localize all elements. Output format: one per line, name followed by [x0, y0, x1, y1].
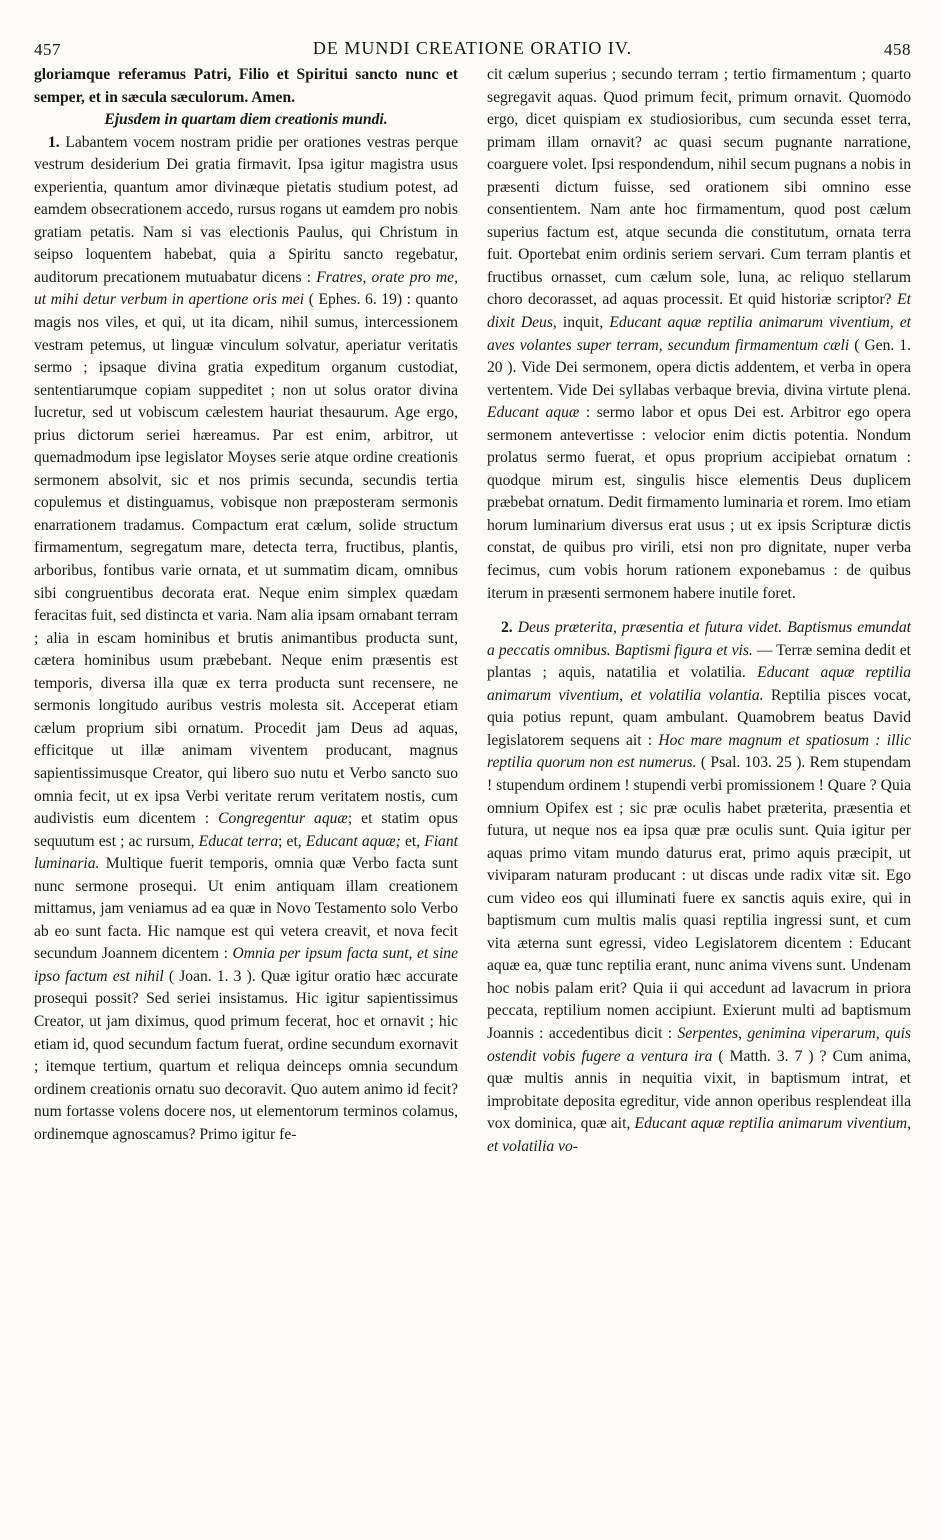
text-span: ; et statim opus sequutum est ; ac rursum, [34, 810, 459, 850]
scripture-quote: Educant aquæ reptilia animarum viventium, et volatilia vo- [487, 1115, 911, 1155]
left-column [34, 64, 458, 1158]
scripture-ref: ( Matth. 3. 7 ) ? [718, 1047, 827, 1065]
scripture-quote: Educant aquæ [487, 404, 580, 422]
text-span: Labantem vocem nostram pridie per orationes vestras perque vestrum desiderium Dei gratia firmavit. Ipsa igitur magistra usus experientia, quantum amor divinæque pietatis studium potest, ad eamdem obsecrationem accedo, rursus rogans ut eamdem pro nobis gratiam petatis. Nam si vas electionis Paulus, qui Christum in seipso loquentem habebat, quia a Spiritu sancto regebatur, auditorum precationem mutuabatur dicens : [34, 133, 458, 286]
text-span: Quæ igitur oratio hæc accurate prosequi possit? Sed seriei insistamus. Hic igitur sapientissimus Creator, ut jam diximus, quod primum fecerat, hoc et ornavit ; hic etiam id, quod secundum factum fuerat, ordine secundum exornavit ; itemque tertium, quartum et reliqua deinceps omnia secundum ordinem creationis ornatu suo decoravit. Quo autem animo id fecit? num fortasse volens docere nos, ut elementorum terminos colamus, ordinemque agnoscamus? Primo igitur fe- [34, 967, 458, 1143]
text-span: Multique fuerit temporis, omnia quæ Verbo facta sunt nunc sermone prosequi. Ut enim antiquam illam creationem mittamus, jam veniamus ad ea quæ in Novo Testamento solo Verbo ab eo sunt facta. Hic namque est qui vetera creavit, et nova fecit secundum Joannem dicentem : [34, 855, 458, 963]
scripture-quote: Educant aquæ reptilia animarum viventium, et volatilia volantia. [487, 664, 911, 704]
right-column [487, 64, 911, 1158]
scripture-quote: Educant aquæ reptilia animarum viventium, et aves volantes super terram, secundum firmamentum cæli [487, 314, 912, 354]
scripture-quote: Educat terra [198, 832, 279, 850]
text-columns [34, 64, 911, 1158]
text-span: ; et, [278, 832, 302, 850]
page-number-right: 458 [884, 40, 911, 59]
running-title: DE MUNDI CREATIONE ORATIO IV. [312, 38, 633, 58]
running-header [34, 38, 911, 64]
scripture-quote: Fratres, orate pro me, ut mihi detur verbum in apertione oris mei [34, 268, 458, 309]
scripture-ref: ( Ephes. 6. 19) : [308, 291, 411, 309]
text-span: quanto magis nos viles, et qui, ut ita dicam, nihil sumus, intercessionem vestram petemus, ut linguæ vinculum solvatur, aperiatur veritatis sermo ; ipsaque divina gratia expeditum organum custodiat, sententiarumque copiam suppeditet ; non ut solus orator divina lucretur, sed ut vobiscum cælestem hauriat thesaurum. Age ergo, prius dictorum seriei hæreamus. Par est enim, arbitror, ut quemadmodum ipse legislator Moyses serie atque ordine creationis sermonem absolvit, sic et nos primis secunda, secundis tertia copulemus et distinguamus, vobisque non præposteram sermonis enarrationem tradamus. Compactum erat cælum, solide structum firmamentum, segregatum mare, detecta terra, fructibus, plantis, arboribus, fontibus varie ornata, et ut summatim dicam, omnibus sibi congruentibus decorata erat. Neque enim simplex quædam feracitas fuit, sed distincta et varia. Nam alia ipsam ornabant terram ; alia in escam hominibus et brutis animantibus producta sunt, cætera hominibus usum præbebant. Neque enim præsentis est temporis, diversa illa quæ ex terra producta sunt recensere, ne sermonis longitudo auribus vestris molesta sit. Acceperat etiam cælum proprium sibi ornatum. Procedit jam Deus ad aquas, efficitque ut illæ animam viventem producant, magnus sapientissimusque Creator, qui libero suo nutu et Verbo sancto suo omnia fecit, ut ex ipsa Verbi veritate rerum veritatem nostis, cum audivistis eum dicentem : [34, 291, 458, 828]
text-span: et, [404, 832, 421, 850]
paragraph-2 [487, 617, 911, 1158]
scripture-quote: Fiant luminaria. [34, 832, 458, 873]
section-number-2: 2. [501, 619, 513, 637]
section-number-1: 1. [48, 133, 60, 151]
scripture-ref: ( Joan. 1. 3 ). [168, 967, 256, 985]
scripture-quote: Educant aquæ; [305, 832, 401, 850]
text-span: Vide Dei sermonem, opera dictis addentem, et verba in opera vertentem. Vide Dei syllabas verbaque brevia, divina virtute plena. [487, 359, 911, 399]
intro-paragraph [34, 64, 458, 109]
text-span: : sermo labor et opus Dei est. Arbitror ego opera sermonem antevertisse : velocior enim dictis potentia. Nondum prolatus sermo fuerat, et opus proprium accipiebat ornatum : quodque mirum est, singulis hisce elementis Deus duplicem præbebat ornatum. Dedit firmamento luminaria et rorem. Imo etiam horum luminarium diversus erat usus ; ut ex ipsis Scripturæ dictis constat, de quibus pro virili, etsi non pro dignitate, nuper verba fecimus, cum vobis horum rationem exponebamus : de quibus iterum in præsenti sermonem habere inutile foret. [487, 404, 911, 602]
scripture-ref: ( Psal. 103. 25 ). [700, 754, 806, 772]
page-number-left: 457 [34, 40, 61, 59]
text-span: — Terræ semina dedit et plantas ; aquis, natatilia et volatilia. [487, 641, 911, 682]
section-subtitle: Ejusdem in quartam diem creationis mundi. [104, 111, 388, 129]
scripture-quote: Et dixit Deus [487, 291, 911, 332]
text-span: Rem stupendam ! stupendum ordinem ! stupendi verbi promissionem ! Quare ? Quia omnium Opifex est ; sic præ oculis habet præterita, præsentia et futura, ut neque nos ea ipsa quæ præ oculis sunt. Quia igitur per aquas primo vitam mundo daturus erat, primo aquis præcipit, ut viviparam naturam producant : ut discas unde radix vitæ sit. Ego cum video eos qui illuminati fuere ex sanctis aquis exire, qui in baptismum cum multis malis quasi reptilia ingressi sunt, et cum vita æterna sunt egressi, video Legislatorem dicentem : Educant aquæ ea, quæ tunc reptilia erant, nunc anima vivens sunt. Undenam hoc nobis palam erit? Quia ii qui accedunt ad lavacrum in priora peccata, reptilium nomen accipiunt. Exierunt multi ad baptismum Joannis : accedentibus dicit : [487, 754, 911, 1042]
text-span: Reptilia pisces vocat, quia potius repunt, quam ambulant. Quamobrem beatus David legislatorem sequens ait : [487, 686, 911, 749]
section-summary: Deus præterita, præsentia et futura videt. Baptismus emundat a peccatis omnibus. Baptismi figura et vis. [487, 619, 912, 659]
text-span: Cum anima, quæ multis annis in nequitia vixit, in baptismum intrat, et improbitate deposita egreditur, vide annon operibus resplendeat illa vox dominica, quæ ait, [487, 1047, 911, 1133]
text-span: , inquit, [552, 314, 604, 332]
scripture-quote: Omnia per ipsum facta sunt, et sine ipso factum est nihil [34, 945, 458, 985]
continued-paragraph [487, 64, 911, 605]
paragraph-1 [34, 132, 458, 1147]
scripture-quote: Congregentur aquæ [218, 810, 348, 828]
text-span: cit cælum superius ; secundo terram ; tertio firmamentum ; quarto segregavit aquas. Quod primum fecit, primum ornavit. Quomodo ergo, dicet quispiam ex studiosioribus, cum secunda esset terra, primam illam ornavit? ac quasi secum pugnante narratione, coarguere volet. Ipsi respondendum, nihil secum pugnans a nobis in præsenti dictum fuisse, sed orationem sibi omnino esse consentientem. Nam ante hoc firmamentum, quod post cælum superius factum est, atque secunda die constitutum, ornata terra fuit. Oportebat enim ordinis seriem servari. Cum terram plantis et fructibus ornasset, cum cælum sole, luna, ac reliquo stellarum choro decorasset, ad aquas processit. Et quid historiæ scriptor? [487, 66, 911, 309]
scripture-quote: Serpentes, genimina viperarum, quis ostendit vobis fugere a ventura ira [487, 1024, 911, 1065]
intro-text: gloriamque referamus Patri, Filio et Spiritui sancto nunc et semper, et in sæcula sæculorum. Amen. [34, 66, 458, 106]
scripture-quote: Hoc mare magnum et spatiosum : illic reptilia quorum non est numerus. [487, 731, 912, 772]
scripture-ref: ( Gen. 1. 20 ). [487, 336, 911, 377]
